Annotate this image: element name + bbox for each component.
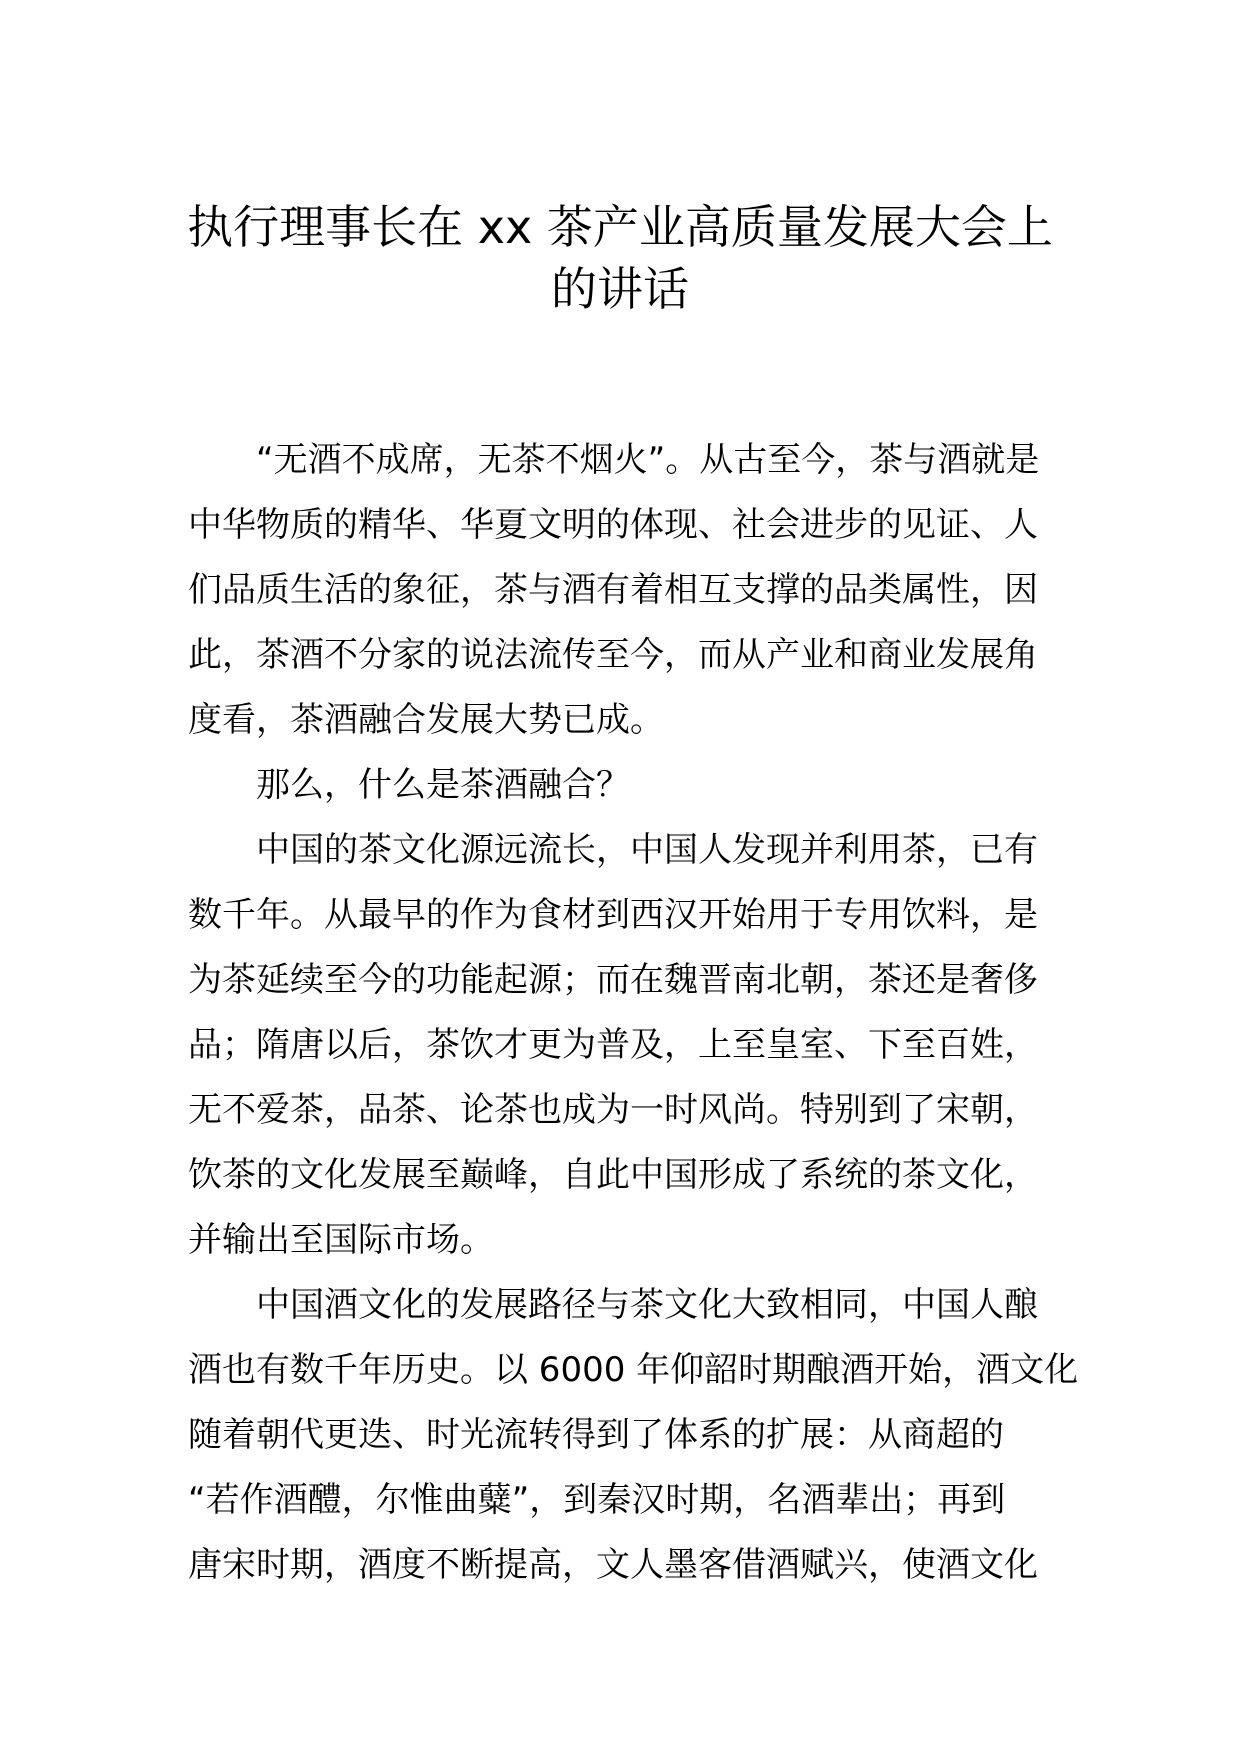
document-body bbox=[188, 428, 1079, 1598]
paragraph-1 bbox=[188, 428, 1058, 753]
text-line: “若作酒醴，尔惟曲糵”，到秦汉时期，名酒辈出；再到 bbox=[188, 1480, 1006, 1520]
text-line: 中国酒文化的发展路径与茶文化大致相同，中国人酿 bbox=[256, 1285, 1038, 1325]
text-line: 中国的茶文化源远流长，中国人发现并利用茶，已有 bbox=[256, 830, 1038, 870]
text-line: 无不爱茶，品茶、论茶也成为一时风尚。特别到了宋朝， bbox=[188, 1090, 1038, 1130]
document-title bbox=[180, 196, 1060, 320]
text-line: 品；隋唐以后，茶饮才更为普及，上至皇室、下至百姓， bbox=[188, 1025, 1038, 1065]
text-line: 并输出至国际市场。 bbox=[188, 1220, 494, 1260]
text-line: 中华物质的精华、华夏文明的体现、社会进步的见证、人 bbox=[188, 505, 1038, 545]
title-line: 的讲话 bbox=[551, 262, 689, 316]
text-line: 数千年。从最早的作为食材到西汉开始用于专用饮料，是 bbox=[188, 895, 1038, 935]
text-line: 随着朝代更迭、时光流转得到了体系的扩展：从商超的 bbox=[188, 1415, 1004, 1455]
text-line: 唐宋时期，酒度不断提高，文人墨客借酒赋兴，使酒文化 bbox=[188, 1545, 1038, 1585]
paragraph-3 bbox=[188, 818, 1058, 1273]
text-line: 酒也有数千年历史。以 6000 年仰韶时期酿酒开始，酒文化 bbox=[188, 1350, 1079, 1390]
text-line: “无酒不成席，无茶不烟火”。从古至今，茶与酒就是 bbox=[256, 440, 1040, 480]
text-line: 为茶延续至今的功能起源；而在魏晋南北朝，茶还是奢侈 bbox=[188, 960, 1038, 1000]
paragraph-2 bbox=[188, 753, 1058, 818]
paragraph-4 bbox=[188, 1273, 1079, 1598]
text-line: 饮茶的文化发展至巅峰，自此中国形成了系统的茶文化， bbox=[188, 1155, 1038, 1195]
text-line: 度看，茶酒融合发展大势已成。 bbox=[188, 700, 664, 740]
title-line: 执行理事长在 xx 茶产业高质量发展大会上 bbox=[187, 200, 1053, 254]
text-line: 此，茶酒不分家的说法流传至今，而从产业和商业发展角 bbox=[188, 635, 1038, 675]
text-line: 们品质生活的象征，茶与酒有着相互支撑的品类属性，因 bbox=[188, 570, 1038, 610]
text-line: 那么，什么是茶酒融合？ bbox=[256, 765, 630, 805]
